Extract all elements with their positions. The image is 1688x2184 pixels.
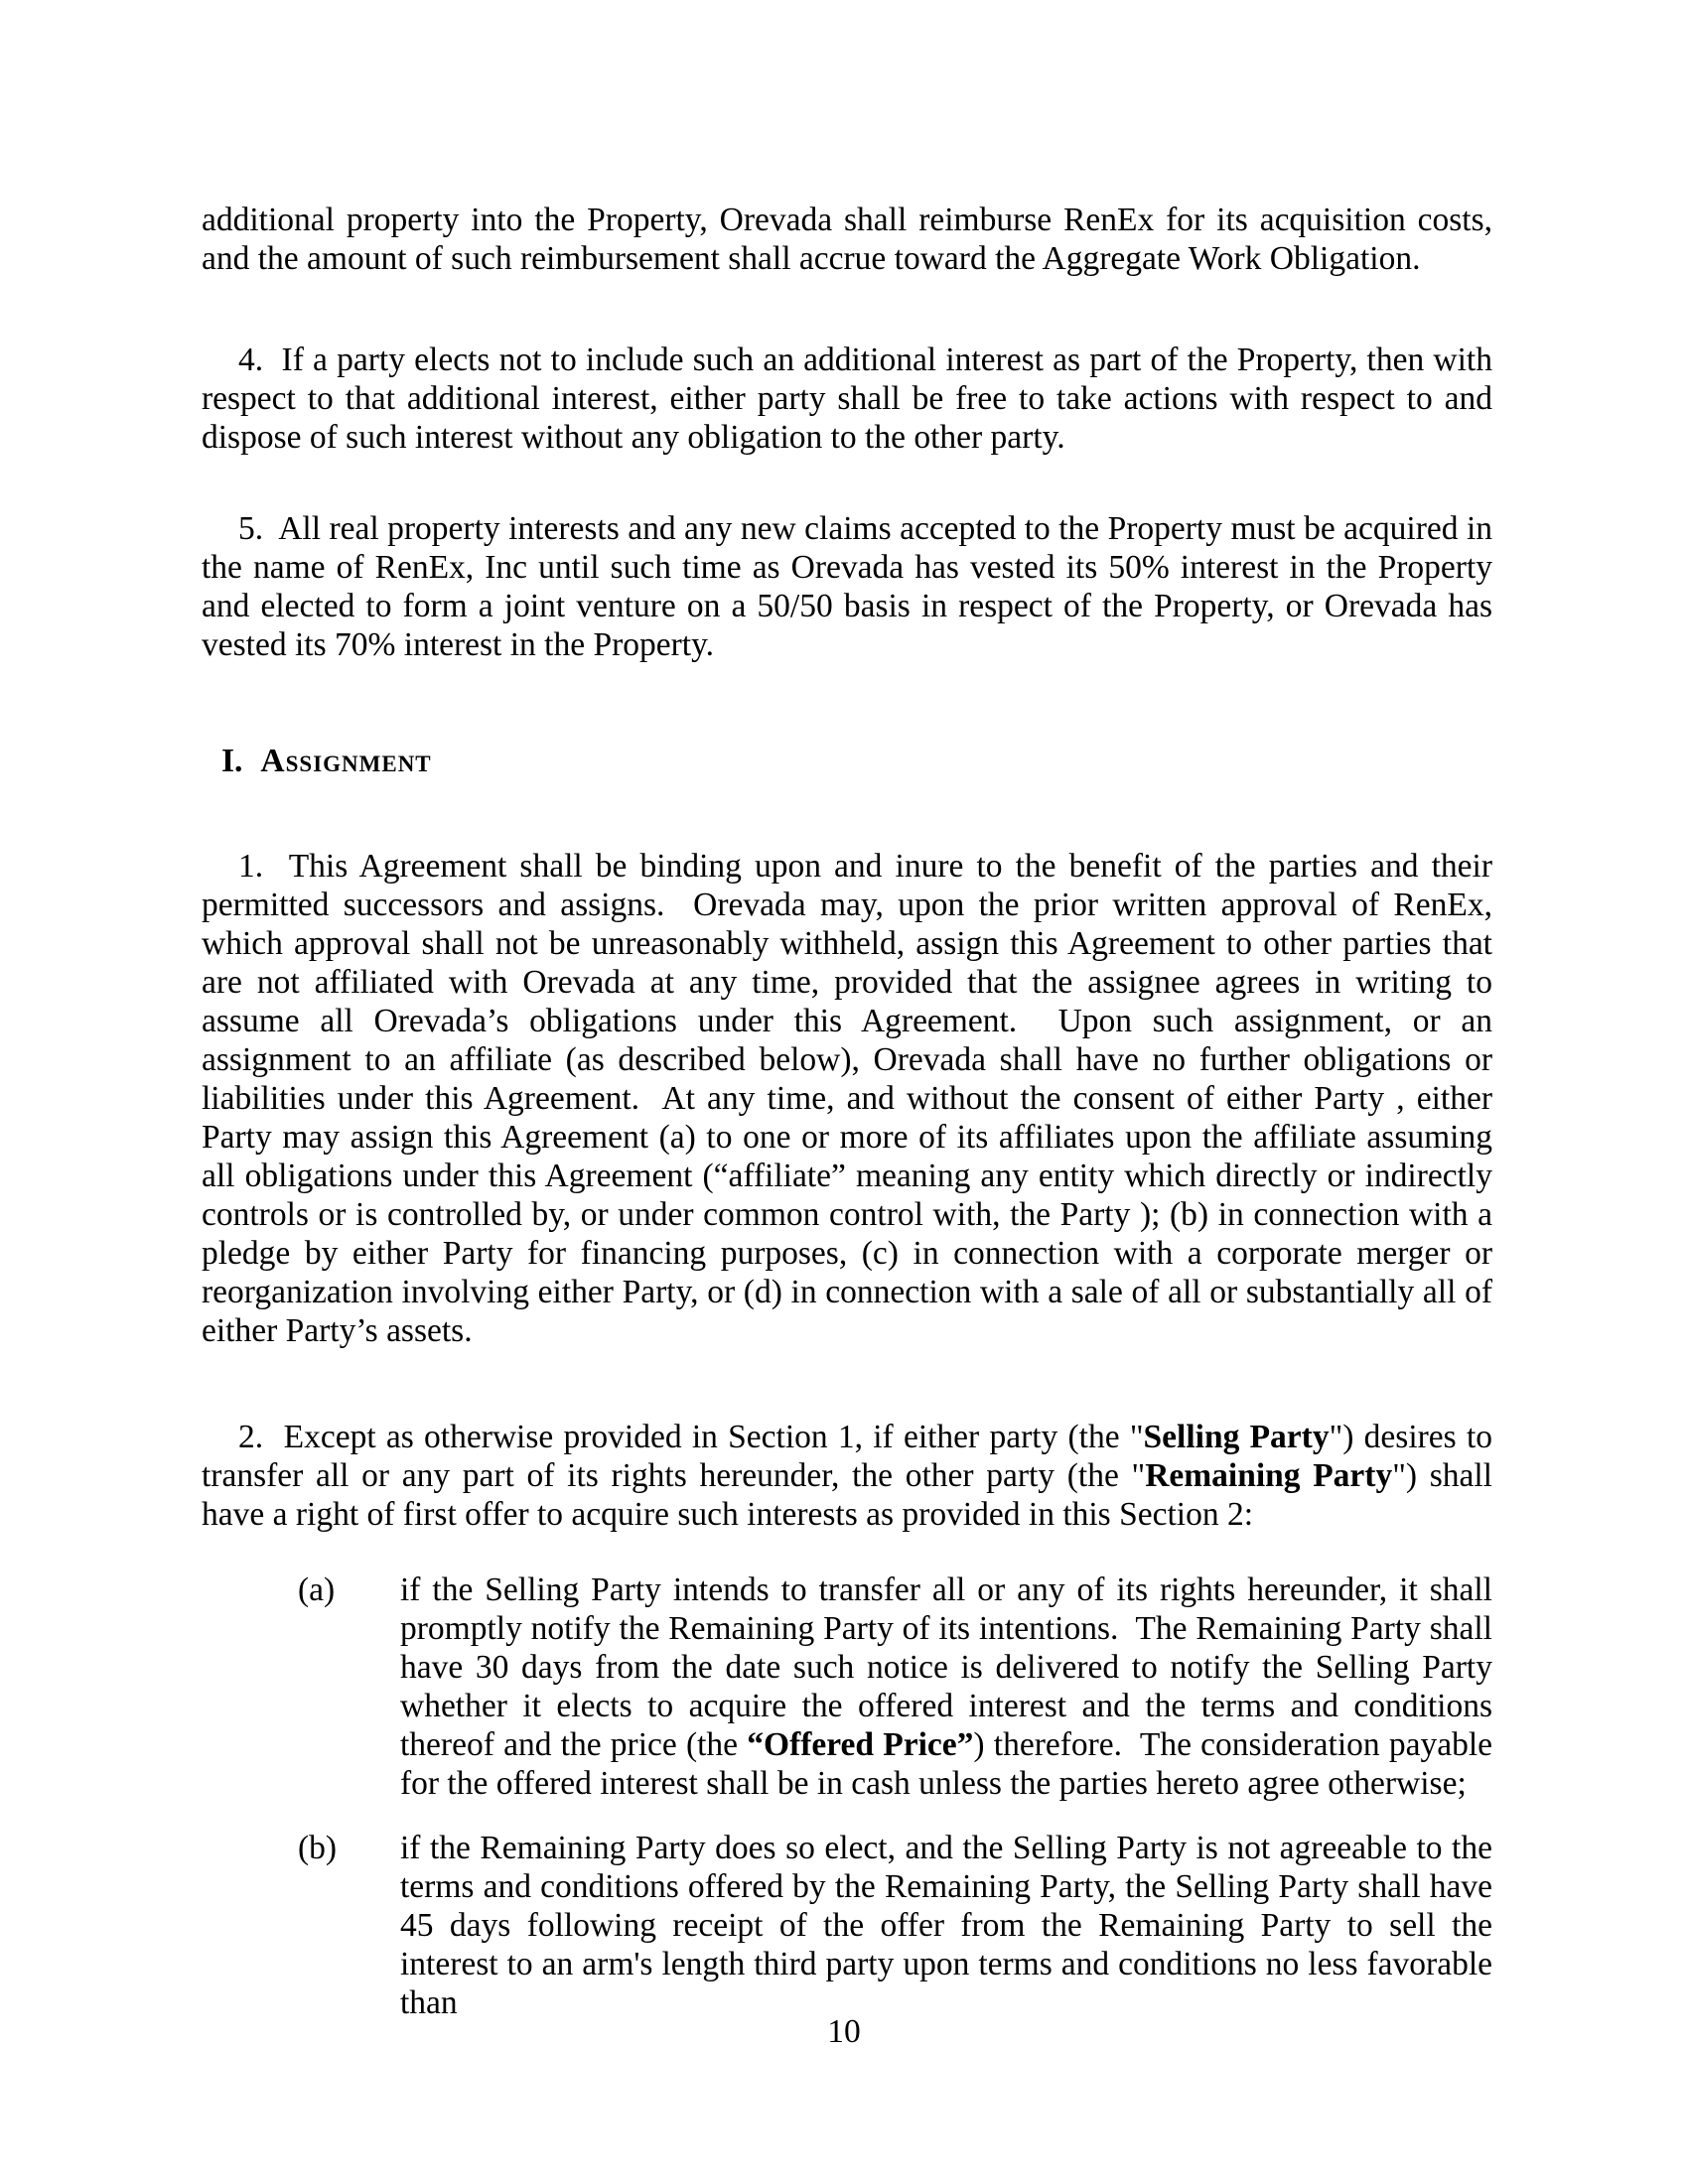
list-item-b xyxy=(202,1829,1492,2022)
text-run: 4. If a party elects not to include such an additional interest as part of the Property, then with respect to that additional interest, either party shall be free to take actions with respect to and dispose of such interest without any obligation to the other party. xyxy=(202,341,1492,456)
section-heading-title: Assignment xyxy=(260,743,432,779)
paragraph-1 xyxy=(202,847,1492,1350)
list-item-a-text xyxy=(400,1570,1492,1803)
text-run: additional property into the Property, Orevada shall reimburse RenEx for its acquisition costs, and the amount of such reimbursement shall accrue toward the Aggregate Work Obligation. xyxy=(202,202,1492,277)
paragraph-2 xyxy=(202,1418,1492,1534)
list-item-b-marker: (b) xyxy=(298,1830,338,1866)
text-run: ) therefore. The consideration payable for the offered interest shall be in cash unless the parties hereto agree otherwise; xyxy=(400,1726,1493,1802)
list-item-b-text xyxy=(400,1829,1492,2022)
bold-term: Remaining Party xyxy=(1145,1457,1393,1494)
section-heading-assignment xyxy=(221,742,1492,780)
bold-term: “Offered Price” xyxy=(747,1726,974,1763)
text-run: 2. Except as otherwise provided in Section 1, if either party (the " xyxy=(238,1419,1144,1455)
list-item-a xyxy=(202,1570,1492,1803)
text-run: if the Selling Party intends to transfer all or any of its rights hereunder, it shall promptly notify the Remaining Party of its intentions. The Remaining Party shall have 30 days from the date such notice is delivered to notify the Selling Party whether it elects to acquire the offered interest and the terms and conditions thereof and the price (the xyxy=(400,1571,1492,1763)
paragraph-5 xyxy=(202,509,1492,664)
text-run: ") shall have a right of first offer to acquire such interests as provided in this Section 2: xyxy=(202,1457,1492,1533)
text-run: 5. All real property interests and any new claims accepted to the Property must be acquired in the name of RenEx, Inc until such time as Orevada has vested its 50% interest in the Property and elected to form a joint venture on a 50/50 basis in respect of the Property, or Orevada has vested its 70% interest in the Property. xyxy=(202,510,1492,663)
paragraph-continuation xyxy=(202,201,1492,278)
text-run: 1. This Agreement shall be binding upon and inure to the benefit of the parties and their permitted successors and assigns. Orevada may, upon the prior written approval of RenEx, which approval shall not be unreasonably withheld, assign this Agreement to other parties that are not affiliated with Orevada at any time, provided that the assignee agrees in writing to assume all Orevada’s obligations under this Agreement. Upon such assignment, or an assignment to an affiliate (as described below), Orevada shall have no further obligations or liabilities under this Agreement. At any time, and without the consent of either Party , either Party may assign this Agreement (a) to one or more of its affiliates upon the affiliate assuming all obligations under this Agreement (“affiliate” meaning any entity which directly or indirectly controls or is controlled by, or under common control with, the Party ); (b) in connection with a pledge by either Party for financing purposes, (c) in connection with a corporate merger or reorganization involving either Party, or (d) in connection with a sale of all or substantially all of either Party’s assets. xyxy=(202,848,1492,1349)
list-item-a-marker: (a) xyxy=(298,1571,336,1608)
text-run: ") desires to transfer all or any part of its rights hereunder, the other party (the " xyxy=(202,1419,1492,1494)
bold-term: Selling Party xyxy=(1143,1419,1330,1455)
text-run: if the Remaining Party does so elect, and the Selling Party is not agreeable to the terms and conditions offered by the Remaining Party, the Selling Party shall have 45 days following receipt of the offer from the Remaining Party to sell the interest to an arm's length third party upon terms and conditions no less favorable than xyxy=(400,1830,1492,2021)
section-heading-number: I. xyxy=(221,743,243,779)
paragraph-4 xyxy=(202,341,1492,457)
page-number: 10 xyxy=(827,2013,861,2050)
